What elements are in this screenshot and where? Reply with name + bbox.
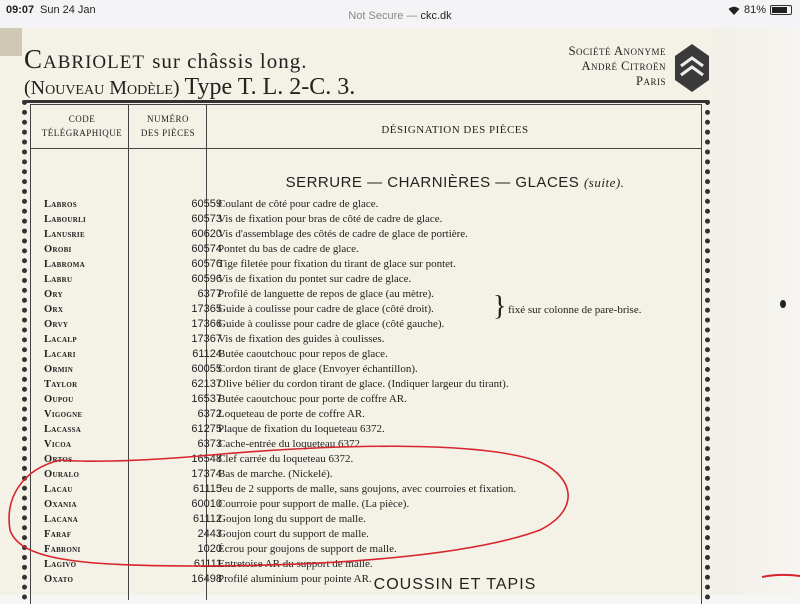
- part-number: 60010: [191, 498, 222, 510]
- col-code-line2: TÉLÉGRAPHIQUE: [41, 128, 123, 138]
- url-domain: ckc.dk: [420, 10, 452, 22]
- battery-percent: 81%: [743, 4, 766, 16]
- part-code: Labourli: [44, 214, 87, 225]
- part-code: Labru: [44, 274, 73, 285]
- part-designation: Loqueteau de porte de coffre AR.: [218, 408, 366, 420]
- part-number: 60573: [191, 213, 222, 225]
- header-rule: [30, 148, 702, 149]
- catalog-page: [0, 28, 800, 595]
- part-code: Ormin: [44, 364, 74, 375]
- section-title-text: SERRURE — CHARNIÈRES — GLACES: [285, 174, 580, 191]
- part-code: Lacana: [44, 514, 79, 525]
- battery-icon: [770, 5, 792, 15]
- part-number: 60574: [191, 243, 222, 255]
- part-code: Labroma: [44, 259, 85, 270]
- subtitle-model: (Nouveau Modèle): [24, 77, 180, 99]
- part-designation: Profilé aluminium pour pointe AR.: [218, 573, 372, 585]
- part-number: 17365: [191, 303, 222, 315]
- company-line-3: Paris: [636, 74, 666, 88]
- part-number: 16537: [191, 393, 222, 405]
- part-number: 17374: [191, 468, 222, 480]
- not-secure-label: Not Secure —: [348, 10, 418, 22]
- brace-note: fixé sur colonne de pare-brise.: [508, 304, 642, 316]
- part-number: 60620: [191, 228, 222, 240]
- part-designation: Vis de fixation du pontet sur cadre de glace.: [218, 273, 412, 285]
- part-designation: Écrou pour goujons de support de malle.: [218, 543, 397, 555]
- col-header-designation: DÉSIGNATION DES PIÈCES: [381, 124, 529, 136]
- part-number: 6372: [197, 408, 222, 420]
- part-designation: Entretoise AR du support de malle.: [218, 558, 373, 570]
- part-designation: Goujon long du support de malle.: [218, 513, 366, 525]
- part-designation: Tige filetée pour fixation du tirant de glace sur pontet.: [218, 258, 456, 270]
- part-number: 60596: [191, 273, 222, 285]
- citroen-chevron-logo: [672, 42, 712, 94]
- section-title: [210, 174, 700, 191]
- part-code: Taylor: [44, 379, 78, 390]
- type-label: Type T. L. 2-C. 3.: [184, 74, 356, 100]
- part-number: 16498: [191, 573, 222, 585]
- part-number: 17367: [191, 333, 222, 345]
- company-line-1: Société Anonyme: [568, 44, 666, 58]
- part-designation: Courroie pour support de malle. (La pièce).: [218, 498, 410, 510]
- col-header-number: [130, 112, 206, 140]
- part-number: 61115: [193, 483, 222, 495]
- part-designation: Butée caoutchouc pour porte de coffre AR.: [218, 393, 407, 405]
- part-designation: Clef carrée du loqueteau 6372.: [218, 453, 354, 465]
- part-designation: Olive bélier du cordon tirant de glace. (Indiquer largeur du tirant).: [218, 378, 509, 390]
- col-number-line2: DES PIÈCES: [140, 128, 196, 138]
- part-code: Oupou: [44, 394, 74, 405]
- part-number: 6377: [197, 288, 222, 300]
- part-number: 62137: [191, 378, 222, 390]
- part-designation: Vis d'assemblage des côtés de cadre de glace de portière.: [218, 228, 468, 240]
- page-corner: [0, 28, 22, 56]
- part-number: 1020: [197, 543, 222, 555]
- part-designation: Cordon tirant de glace (Envoyer échantillon).: [218, 363, 418, 375]
- binding-hole: [780, 300, 786, 308]
- status-date: Sun 24 Jan: [40, 4, 96, 16]
- part-code: Vicoa: [44, 439, 72, 450]
- part-code: Orvy: [44, 319, 69, 330]
- col-number-line1: NUMÉRO: [146, 114, 189, 124]
- ios-status-bar: [0, 0, 800, 28]
- part-number: 60559: [191, 198, 222, 210]
- part-number: 16548: [191, 453, 222, 465]
- status-time: 09:07: [6, 4, 35, 16]
- part-designation: Butée caoutchouc pour repos de glace.: [218, 348, 388, 360]
- part-number: 6373: [197, 438, 222, 450]
- part-designation: Vis de fixation pour bras de côté de cadre de glace.: [218, 213, 443, 225]
- wifi-icon: [728, 6, 740, 15]
- part-designation: Jeu de 2 supports de malle, sans goujons, avec courroies et fixation.: [218, 483, 517, 495]
- part-code: Lacau: [44, 484, 73, 495]
- company-block: [540, 44, 666, 89]
- part-code: Lacalp: [44, 334, 77, 345]
- part-number: 61111: [193, 558, 222, 570]
- brace-symbol: }: [493, 291, 507, 322]
- part-designation: Cache-entrée du loqueteau 6372.: [218, 438, 363, 450]
- part-code: Ortos: [44, 454, 73, 465]
- next-section-title: COUSSIN ET TAPIS: [373, 576, 537, 593]
- catalog-subtitle: [24, 74, 355, 101]
- part-designation: Goujon court du support de malle.: [218, 528, 369, 540]
- part-code: Lacari: [44, 349, 76, 360]
- catalog-title: [24, 44, 307, 75]
- part-number: 60576: [191, 258, 222, 270]
- part-designation: Pontet du bas de cadre de glace.: [218, 243, 359, 255]
- title-chassis: sur châssis long.: [152, 49, 308, 73]
- part-code: Faraf: [44, 529, 72, 540]
- part-number: 61275: [191, 423, 222, 435]
- part-designation: Coulant de côté pour cadre de glace.: [218, 198, 379, 210]
- part-number: 2443: [197, 528, 222, 540]
- part-code: Lanusrie: [44, 229, 85, 240]
- part-number: 60055: [191, 363, 222, 375]
- part-code: Ory: [44, 289, 63, 300]
- part-number: 61112: [193, 513, 222, 525]
- part-designation: Bas de marche. (Nickelé).: [218, 468, 333, 480]
- part-number: 61124: [192, 348, 222, 360]
- part-designation: Profilé de languette de repos de glace (au mètre).: [218, 288, 434, 300]
- part-number: 17366: [191, 318, 222, 330]
- part-designation: Guide à coulisse pour cadre de glace (côté gauche).: [218, 318, 445, 330]
- col-header-code: [36, 112, 128, 140]
- col-code-line1: CODE: [68, 114, 96, 124]
- title-cabriolet: Cabriolet: [24, 44, 145, 74]
- part-code: Lagivo: [44, 559, 77, 570]
- part-designation: Plaque de fixation du loqueteau 6372.: [218, 423, 385, 435]
- part-code: Orx: [44, 304, 64, 315]
- part-code: Oxania: [44, 499, 77, 510]
- part-code: Fabroni: [44, 544, 81, 555]
- part-designation: Vis de fixation des guides à coulisses.: [218, 333, 385, 345]
- part-code: Orobi: [44, 244, 72, 255]
- section-title-suffix: (suite).: [583, 175, 625, 190]
- part-code: Ouralo: [44, 469, 80, 480]
- part-code: Labros: [44, 199, 77, 210]
- part-code: Lacassa: [44, 424, 82, 435]
- address-bar[interactable]: [0, 10, 800, 22]
- part-code: Oxato: [44, 574, 74, 585]
- part-code: Vigogne: [44, 409, 83, 420]
- company-line-2: André Citroën: [581, 59, 666, 73]
- part-designation: Guide à coulisse pour cadre de glace (côté droit).: [218, 303, 434, 315]
